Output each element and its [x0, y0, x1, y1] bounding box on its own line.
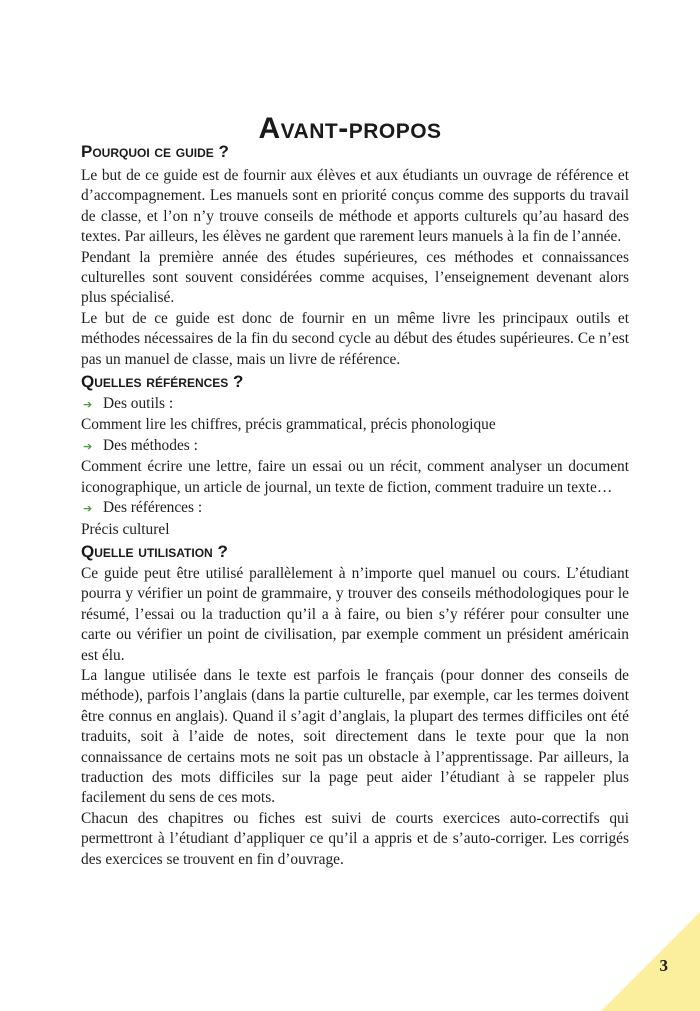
reference-label: Des outils :: [103, 395, 174, 413]
reference-list: [81, 394, 629, 540]
paragraph: Chacun des chapitres ou fiches est suivi de courts exercices auto-correctifs qui permettront à l’étudiant d’appliquer ce qu’il a appris et de s’auto-corriger. Les corrigés des exercices se trouvent en fin d’ouvrage.: [81, 809, 629, 868]
reference-item: [81, 498, 629, 540]
page-content: [81, 140, 629, 870]
section-utilisation: [81, 564, 629, 870]
page-title: Avant-propos: [258, 112, 442, 146]
section-heading-references: Quelles références ?: [81, 372, 244, 392]
paragraph: Pendant la première année des études supérieures, ces méthodes et connaissances culturelles sont souvent considérées comme acquises, l’enseignement devenant alors plus spécialisé.: [81, 248, 629, 307]
reference-detail: Comment lire les chiffres, précis grammatical, précis phonologique: [81, 416, 496, 434]
page-number: 3: [659, 956, 668, 975]
section-pourquoi: [81, 166, 629, 370]
paragraph: Ce guide peut être utilisé parallèlement à n’importe quel manuel ou cours. L’étudiant pourra y vérifier un point de grammaire, y trouver des conseils méthodologiques pour le résumé, l’essai ou la traduction qu’il a à faire, ou bien s’y référer pour consulter une carte ou vérifier un point de civilisation, par exemple comment un président américain est élu.: [81, 564, 629, 664]
reference-label: Des méthodes :: [103, 436, 198, 454]
reference-item: [81, 394, 629, 436]
section-heading-utilisation: Quelle utilisation ?: [81, 541, 228, 561]
arrow-right-icon: ➔: [83, 398, 93, 412]
arrow-right-icon: ➔: [83, 502, 93, 516]
paragraph: Le but de ce guide est de fournir aux élèves et aux étudiants un ouvrage de référence et d’accompagnement. Les manuels sont en priorité conçus comme des supports du travail de classe, et l’on n’y trouve conseils de méthode et apports culturels qu’au hasard des textes. Par ailleurs, les élèves ne gardent que rarement leurs manuels à la fin de l’année.: [81, 167, 629, 246]
paragraph: Le but de ce guide est donc de fournir en un même livre les principaux outils et méthodes nécessaires de la fin du second cycle au début des études supérieures. Ce n’est pas un manuel de classe, mais un livre de référence.: [81, 309, 629, 368]
arrow-right-icon: ➔: [83, 439, 93, 453]
reference-item: [81, 436, 629, 498]
reference-detail: Précis culturel: [81, 520, 170, 538]
page-corner-decoration: [601, 912, 700, 1011]
paragraph: La langue utilisée dans le texte est parfois le français (pour donner des conseils de méthode), parfois l’anglais (dans la partie culturelle, par exemple, car les termes doivent être connus en anglais). Quand il s’agit d’anglais, la plupart des termes difficiles ont été traduits, soit à l’aide de notes, soit directement dans le texte pour que la non connaissance de certains mots ne soit pas un obstacle à l’apprentissage. Par ailleurs, la traduction des mots difficiles sur la page peut aider l’étudiant à se rappeler plus facilement du sens de ces mots.: [81, 666, 629, 807]
reference-detail: Comment écrire une lettre, faire un essai ou un récit, comment analyser un document iconographique, un article de journal, un texte de fiction, comment traduire un texte…: [81, 458, 629, 496]
section-heading-pourquoi: Pourquoi ce guide ?: [81, 142, 229, 161]
reference-label: Des références :: [103, 499, 203, 517]
